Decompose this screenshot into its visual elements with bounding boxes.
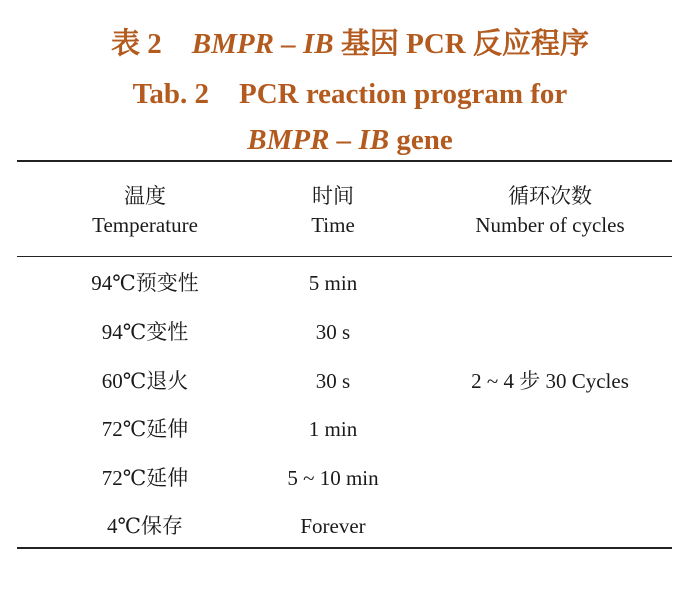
header-temperature-en: Temperature: [92, 213, 198, 237]
caption-gene-zh: BMPR – IB: [191, 28, 334, 60]
row-5-temperature: 72℃延伸: [101, 466, 189, 490]
row-1-time: 5 min: [308, 271, 358, 295]
table-caption-english-line2: [0, 122, 700, 158]
row-1-temperature: 94℃预变性: [91, 271, 199, 295]
header-cycles-en: Number of cycles: [475, 213, 625, 237]
row-4-temperature: 72℃延伸: [101, 417, 189, 441]
table-bottom-rule: [17, 547, 672, 549]
caption-label-en: Tab. 2: [132, 78, 209, 110]
table-top-rule: [17, 160, 672, 162]
cycles-value: 2 ~ 4 步 30 Cycles: [471, 369, 629, 393]
caption-rest-en: gene: [396, 124, 453, 156]
row-3-time: 30 s: [315, 369, 351, 393]
caption-rest-zh: 基因 PCR 反应程序: [340, 28, 589, 60]
table-caption-chinese: [0, 26, 700, 62]
table-caption-english: [0, 76, 700, 112]
table-header-rule: [17, 256, 672, 257]
header-temperature-zh: 温度: [124, 184, 166, 208]
header-cycles-zh: 循环次数: [508, 184, 592, 208]
header-time-zh: 时间: [312, 184, 354, 208]
row-6-temperature: 4℃保存: [107, 514, 183, 538]
header-time-en: Time: [311, 213, 355, 237]
caption-gene-en: BMPR – IB: [247, 124, 390, 156]
row-5-time: 5 ~ 10 min: [287, 466, 379, 490]
row-2-temperature: 94℃变性: [101, 320, 189, 344]
caption-text-en: PCR reaction program for: [238, 78, 568, 110]
row-2-time: 30 s: [315, 320, 351, 344]
row-4-time: 1 min: [308, 417, 358, 441]
row-6-time: Forever: [300, 514, 366, 538]
row-3-temperature: 60℃退火: [101, 369, 189, 393]
caption-label-zh: 表 2: [111, 28, 162, 60]
